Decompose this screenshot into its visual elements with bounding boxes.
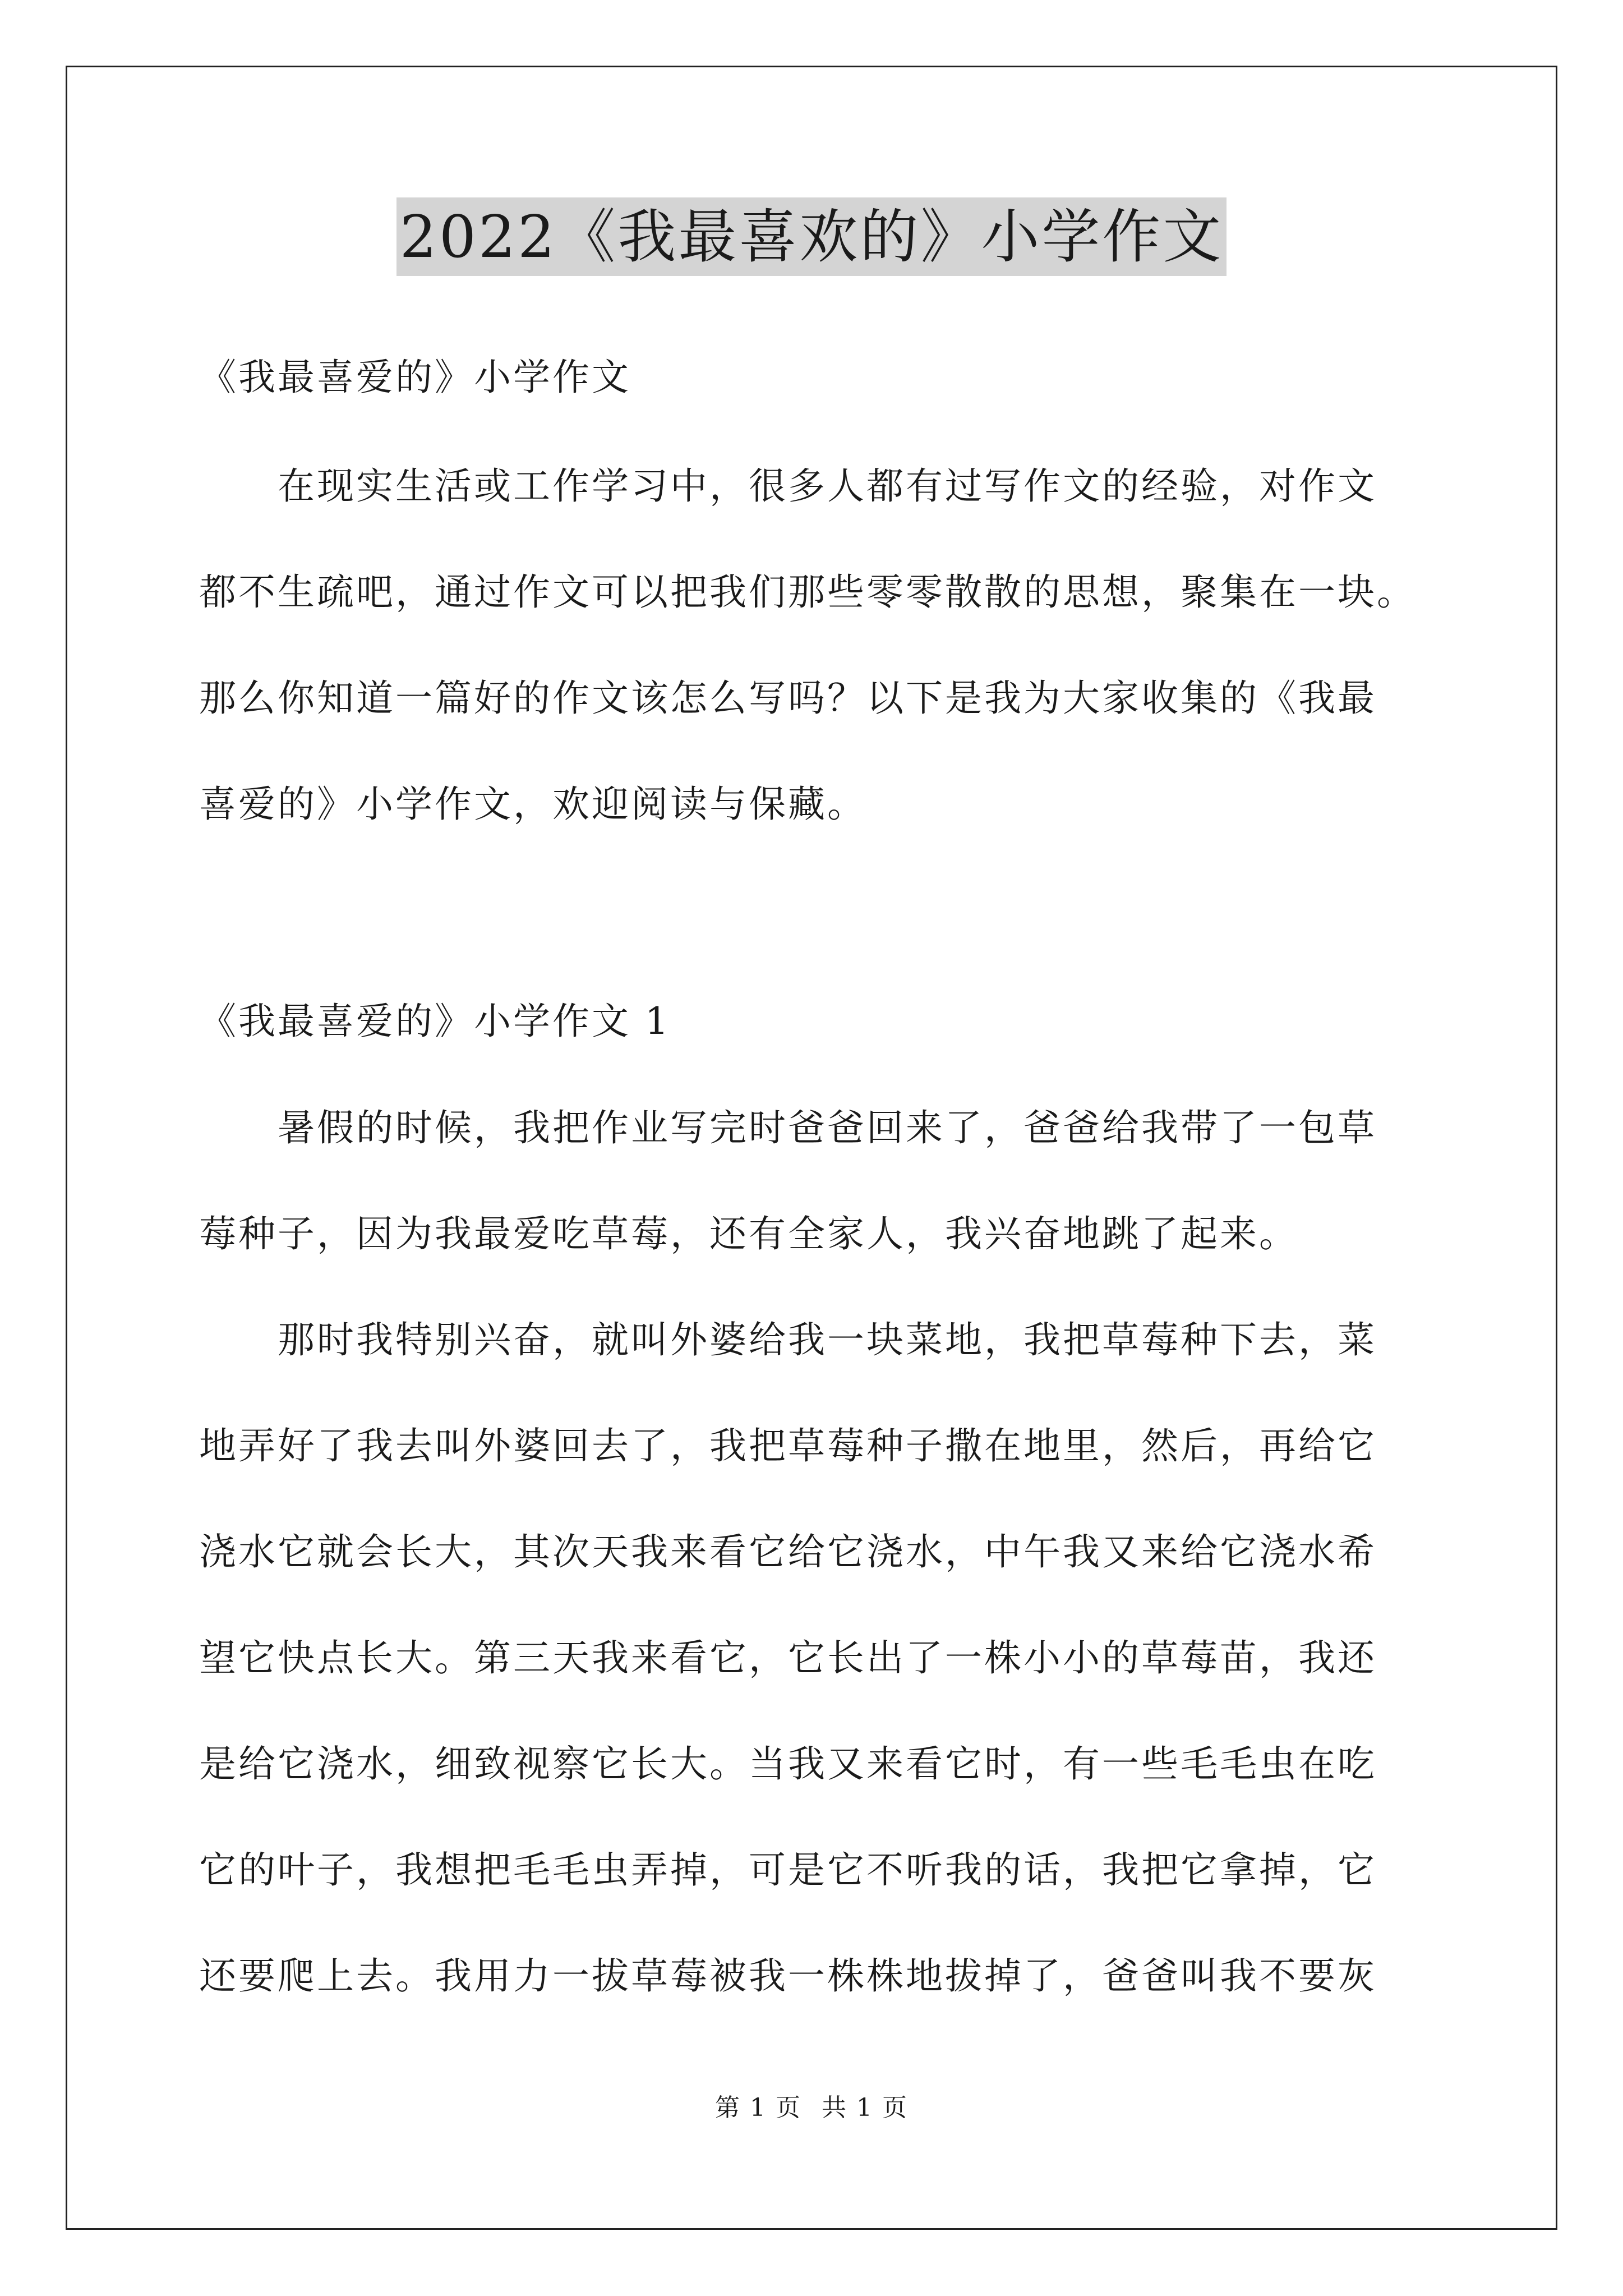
document-title: 2022《我最喜欢的》小学作文 xyxy=(396,197,1227,276)
essay1-para2-line: 还要爬上去。我用力一拔草莓被我一株株地拔掉了，爸爸叫我不要灰 xyxy=(199,1954,1377,1998)
title-container xyxy=(0,197,1623,276)
essay1-para1-line: 莓种子，因为我最爱吃草莓，还有全家人，我兴奋地跳了起来。 xyxy=(199,1212,1298,1255)
intro-line: 都不生疏吧，通过作文可以把我们那些零零散散的思想，聚集在一块。 xyxy=(199,570,1416,614)
page-footer xyxy=(0,2091,1623,2125)
intro-heading: 《我最喜爱的》小学作文 xyxy=(199,356,631,399)
page-number: 第 1 页 xyxy=(715,2093,801,2122)
essay1-para2-line: 望它快点长大。第三天我来看它，它长出了一株小小的草莓苗，我还 xyxy=(199,1636,1377,1680)
essay1-para2-line: 它的叶子，我想把毛毛虫弄掉，可是它不听我的话，我把它拿掉，它 xyxy=(199,1848,1377,1892)
essay1-para2-line: 浇水它就会长大，其次天我来看它给它浇水，中午我又来给它浇水希 xyxy=(199,1530,1377,1573)
essay1-para1-line: 暑假的时候，我把作业写完时爸爸回来了，爸爸给我带了一包草 xyxy=(199,1106,1377,1149)
page-total: 共 1 页 xyxy=(822,2093,908,2122)
intro-line: 在现实生活或工作学习中，很多人都有过写作文的经验，对作文 xyxy=(199,464,1377,508)
intro-line: 喜爱的》小学作文，欢迎阅读与保藏。 xyxy=(199,783,866,826)
essay1-para2-line: 那时我特别兴奋，就叫外婆给我一块菜地，我把草莓种下去，菜 xyxy=(199,1318,1377,1361)
intro-line: 那么你知道一篇好的作文该怎么写吗？以下是我为大家收集的《我最 xyxy=(199,677,1377,720)
essay1-para2-line: 是给它浇水，细致视察它长大。当我又来看它时，有一些毛毛虫在吃 xyxy=(199,1742,1377,1786)
essay1-heading: 《我最喜爱的》小学作文 1 xyxy=(199,1000,671,1043)
essay1-para2-line: 地弄好了我去叫外婆回去了，我把草莓种子撒在地里，然后，再给它 xyxy=(199,1424,1377,1467)
